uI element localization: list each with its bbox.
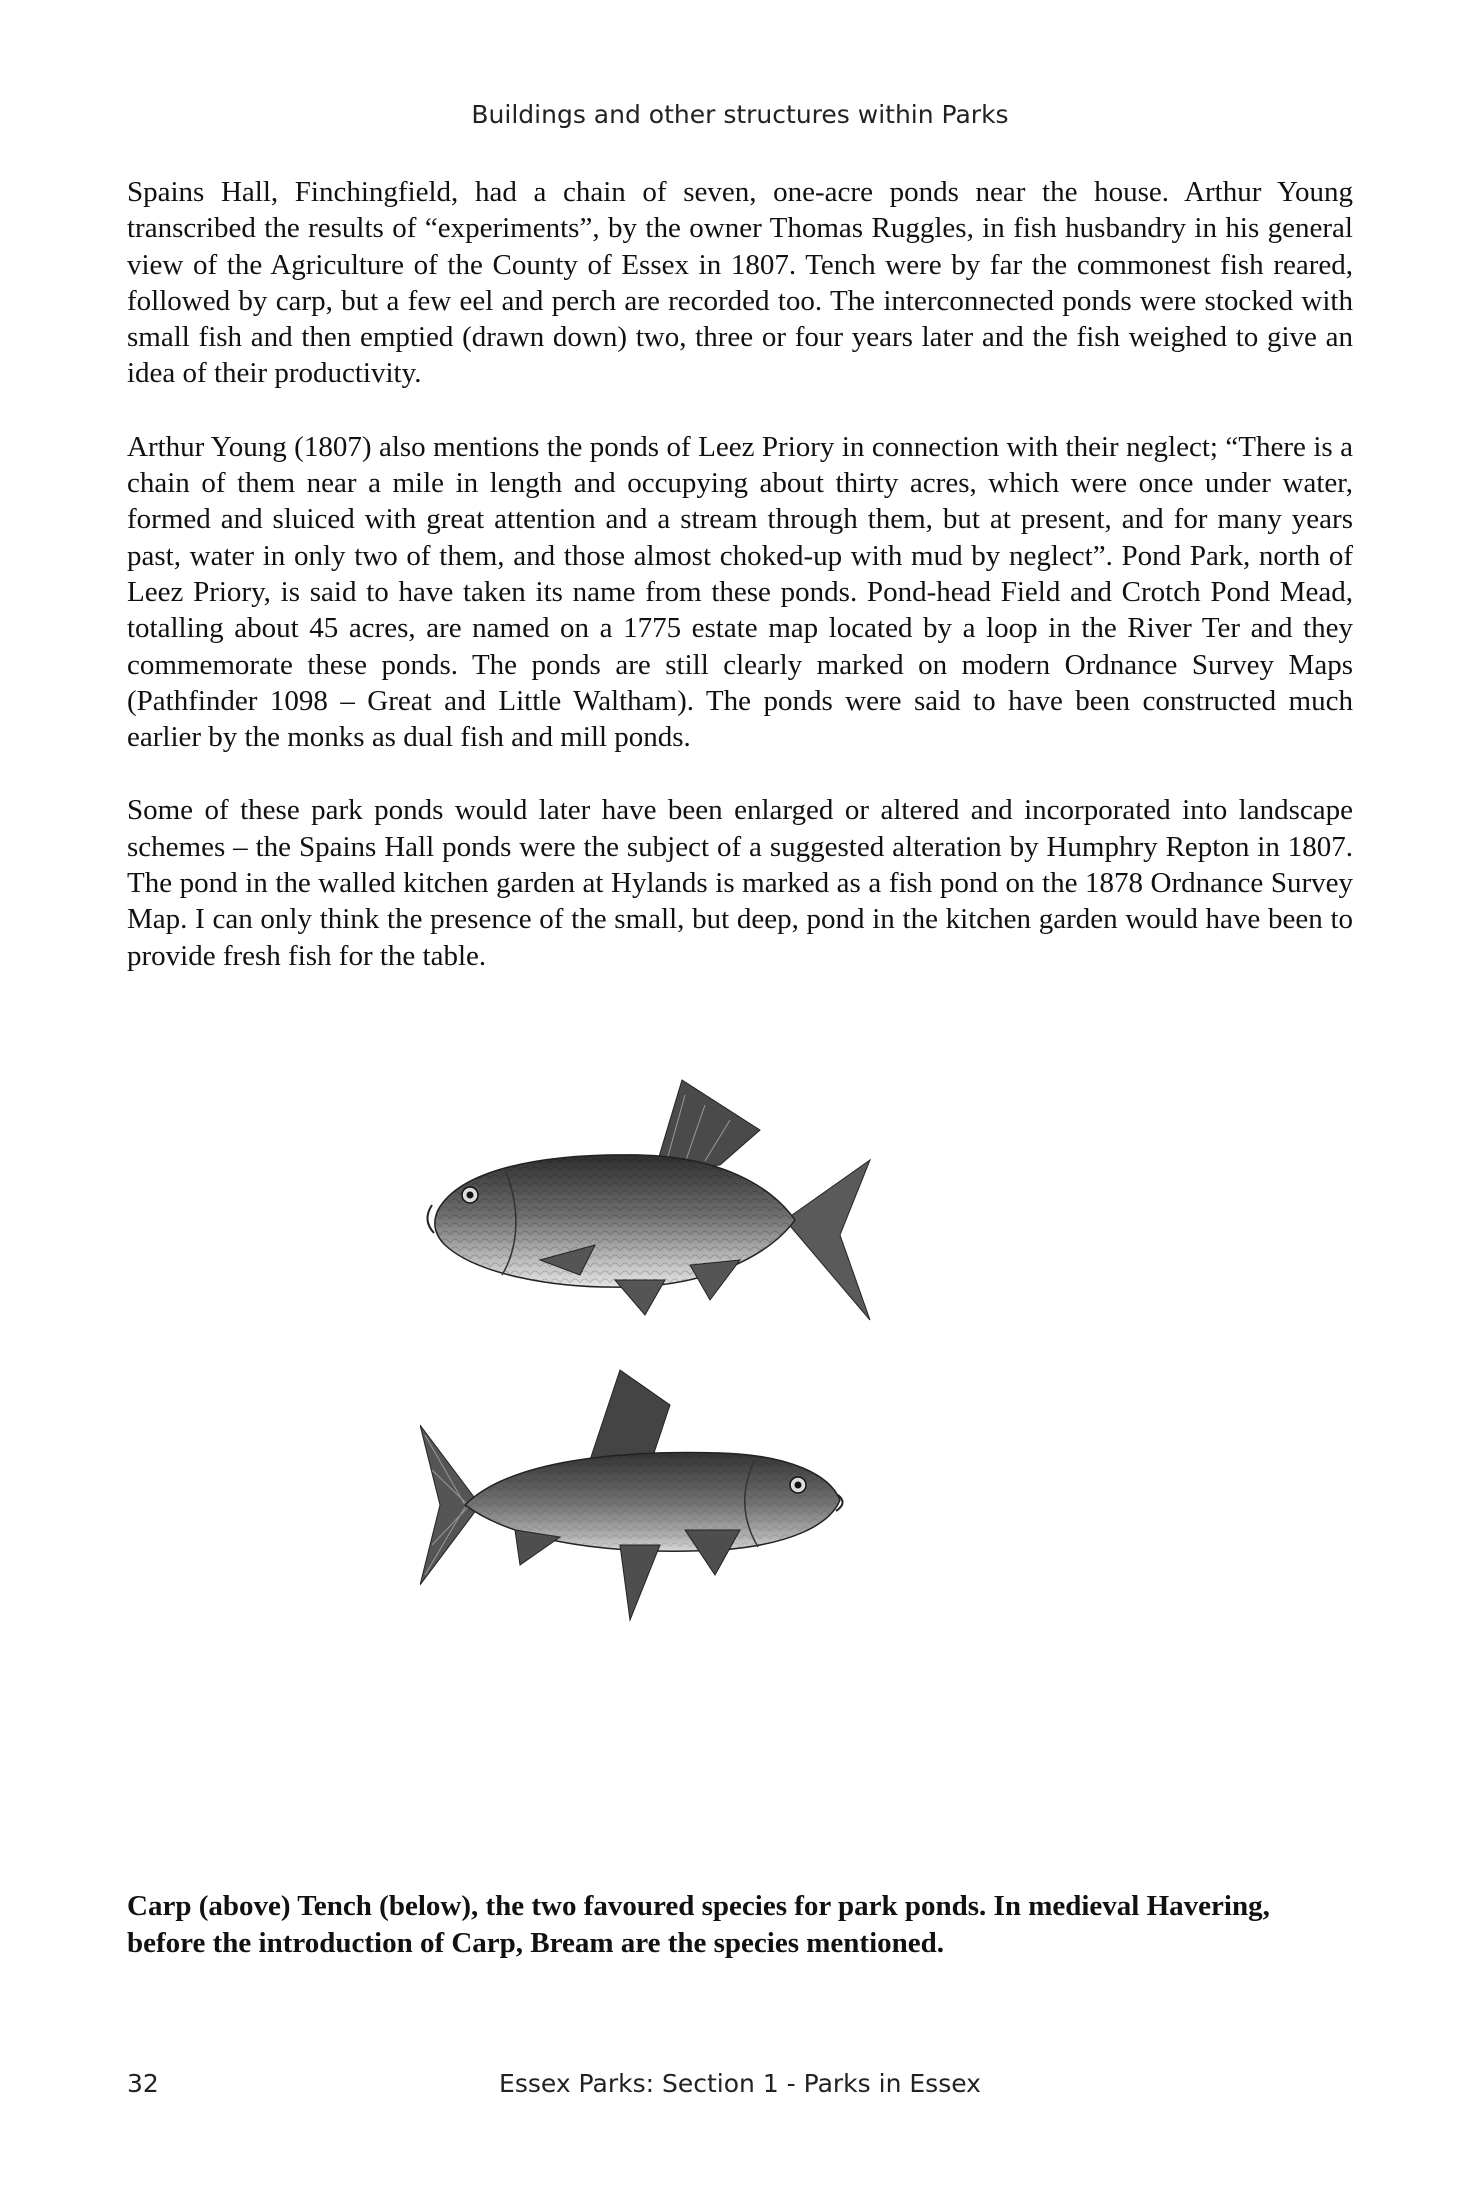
carp-icon — [427, 1080, 870, 1320]
fish-illustration — [420, 1075, 1060, 1875]
body-text — [127, 174, 1353, 1011]
running-footer: Essex Parks: Section 1 - Parks in Essex — [499, 2069, 981, 2098]
paragraph-spains-hall: Spains Hall, Finchingfield, had a chain of seven, one-acre ponds near the house. Arthur Young transcribed the results of “experiments”, by the owner Thomas Ruggles, in fish husbandry in his general view of the Agriculture of the County of Essex in 1807. Tench were by far the commonest fish reared, followed by carp, but a few eel and perch are recorded too. The interconnected ponds were stocked with small fish and then emptied (drawn down) two, three or four years later and the fish weighed to give an idea of their productivity. — [127, 176, 1353, 390]
page-number: 32 — [127, 2069, 159, 2098]
running-header: Buildings and other structures within Parks — [471, 100, 1009, 129]
tench-icon — [420, 1370, 843, 1620]
paragraph-leez-priory: Arthur Young (1807) also mentions the ponds of Leez Priory in connection with their neglect; “There is a chain of them near a mile in length and occupying about thirty acres, which were once under water, formed and sluiced with great attention and a stream through them, but at present, and for many years past, water in only two of them, and those almost choked-up with mud by neglect”. Pond Park, north of Leez Priory, is said to have taken its name from these ponds. Pond-head Field and Crotch Pond Mead, totalling about 45 acres, are named on a 1775 estate map located by a loop in the River Ter and they commemorate these ponds. The ponds are still clearly marked on modern Ordnance Survey Maps (Pathfinder 1098 – Great and Little Waltham). The ponds were said to have been constructed much earlier by the monks as dual fish and mill ponds. — [127, 430, 1353, 754]
paragraph-park-ponds: Some of these park ponds would later have been enlarged or altered and incorporated into landscape schemes – the Spains Hall ponds were the subject of a suggested alteration by Humphry Repton in 1807. The pond in the walled kitchen garden at Hylands is marked as a fish pond on the 1878 Ordnance Survey Map. I can only think the presence of the small, but deep, pond in the kitchen garden would have been to provide fresh fish for the table. — [127, 794, 1353, 972]
figure-caption: Carp (above) Tench (below), the two favoured species for park ponds. In medieval Havering, before the introduction of Carp, Bream are the species mentioned. — [127, 1890, 1270, 1959]
